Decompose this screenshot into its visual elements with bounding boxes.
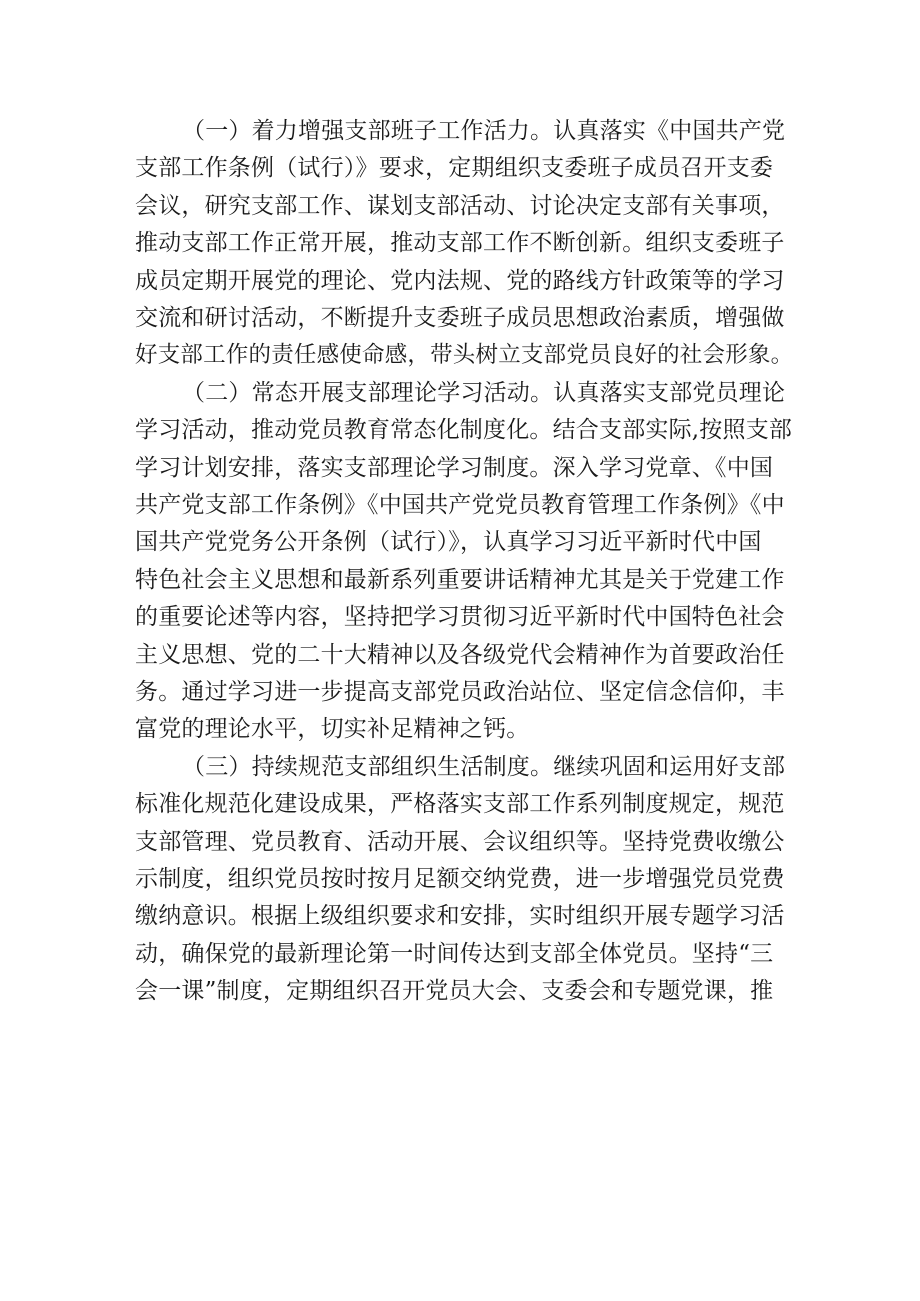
paragraph-line: （一）着力增强支部班子工作活力。认真落实《中国共产党	[182, 118, 786, 144]
paragraph-line: 示制度，组织党员按时按月足额交纳党费，进一步增强党员党费	[135, 866, 785, 892]
paragraph-line: 富党的理论水平，切实补足精神之钙。	[135, 716, 530, 742]
paragraph-line: 缴纳意识。根据上级组织要求和安排，实时组织开展专题学习活	[135, 903, 785, 929]
paragraph-line: （二）常态开展支部理论学习活动。认真落实支部党员理论	[182, 380, 786, 406]
paragraph-line: 标准化规范化建设成果，严格落实支部工作系列制度规定，规范	[135, 791, 785, 817]
paragraph-line: 主义思想、党的二十大精神以及各级党代会精神作为首要政治任	[135, 642, 785, 668]
paragraph-line: 交流和研讨活动，不断提升支委班子成员思想政治素质，增强做	[135, 305, 785, 331]
paragraph-line: 推动支部工作正常开展，推动支部工作不断创新。组织支委班子	[135, 230, 785, 256]
paragraph-line: 共产党支部工作条例》《中国共产党党员教育管理工作条例》《中	[135, 492, 785, 518]
paragraph-line: 会议，研究支部工作、谋划支部活动、讨论决定支部有关事项，	[135, 193, 785, 219]
paragraph-line: （三）持续规范支部组织生活制度。继续巩固和运用好支部	[182, 754, 786, 780]
paragraph-line: 的重要论述等内容，坚持把学习贯彻习近平新时代中国特色社会	[135, 604, 785, 630]
paragraph-line: 学习活动，推动党员教育常态化制度化。结合支部实际,按照支部	[135, 417, 793, 443]
paragraph-line: 国共产党党务公开条例（试行）》，认真学习习近平新时代中国	[135, 529, 762, 555]
paragraph-line: 动，确保党的最新理论第一时间传达到支部全体党员。坚持“三	[135, 941, 774, 967]
paragraph-line: 支部工作条例（试行）》要求，定期组织支委班子成员召开支委	[135, 155, 774, 181]
paragraph-line: 学习计划安排，落实支部理论学习制度。深入学习党章、《中国	[135, 455, 774, 481]
paragraph-line: 务。通过学习进一步提高支部党员政治站位、坚定信念信仰，丰	[135, 679, 785, 705]
paragraph-line: 成员定期开展党的理论、党内法规、党的路线方针政策等的学习	[135, 268, 785, 294]
paragraph-line: 特色社会主义思想和最新系列重要讲话精神尤其是关于党建工作	[135, 567, 785, 593]
paragraph-line: 会一课”制度，定期组织召开党员大会、支委会和专题党课，推	[135, 978, 774, 1004]
paragraph-line: 支部管理、党员教育、活动开展、会议组织等。坚持党费收缴公	[135, 829, 785, 855]
paragraph-line: 好支部工作的责任感使命感，带头树立支部党员良好的社会形象。	[135, 342, 794, 368]
